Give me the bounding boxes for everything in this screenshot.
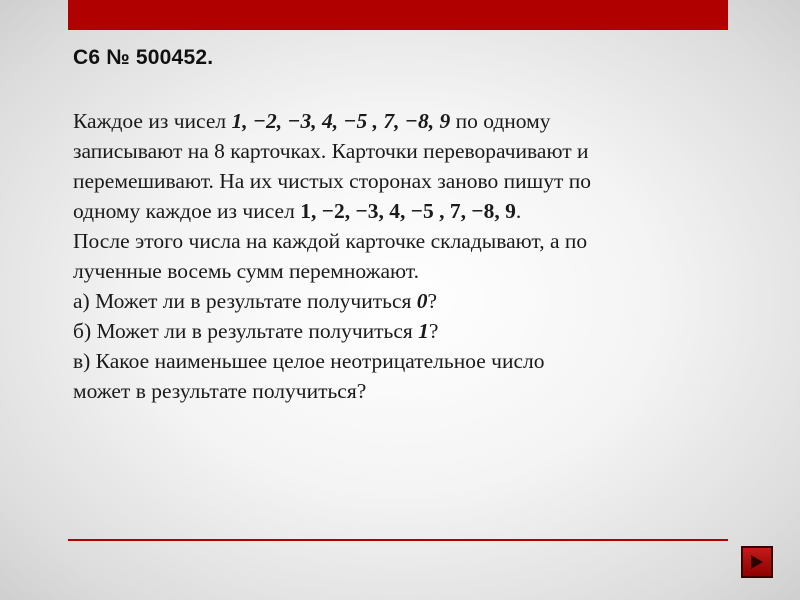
statement-line: записывают на 8 карточках. Карточки переворачивают и [73,139,589,163]
statement-line [73,196,733,226]
question-value: 0 [416,289,428,313]
statement-line: лученные восемь сумм перемножают. [73,259,419,283]
footer-rule [68,539,728,541]
question-c-line: может в результате получиться? [73,379,367,403]
numbers-set: 1, −2, −3, 4, −5 , 7, −8, 9 [231,109,451,133]
text-segment: . [515,199,522,223]
question-b [73,316,733,346]
question-a [73,286,733,316]
problem-statement [73,106,733,406]
next-slide-button[interactable] [741,546,773,578]
statement-line: перемешивают. На их чистых сторонах заново пишут по [73,169,592,193]
numbers-set: 1, −2, −3, 4, −5 , 7, −8, 9 [300,199,516,223]
statement-line [73,106,733,136]
text-segment: ? [428,319,439,343]
header-bar [68,0,728,30]
question-c-line: в) Какое наименьшее целое неотрицательное число [73,349,545,373]
text-segment: одному каждое из чисел [73,199,301,223]
triangle-right-icon [750,554,764,570]
text-segment: а) Может ли в результате получиться [73,289,417,313]
text-segment: ? [427,289,438,313]
statement-line: После этого числа на каждой карточке складывают, а по [73,229,588,253]
text-segment: Каждое из чисел [73,109,232,133]
problem-title: С6 № 500452. [73,46,214,69]
question-value: 1 [418,319,429,343]
text-segment: по одному [450,109,551,133]
text-segment: б) Может ли в результате получиться [73,319,419,343]
